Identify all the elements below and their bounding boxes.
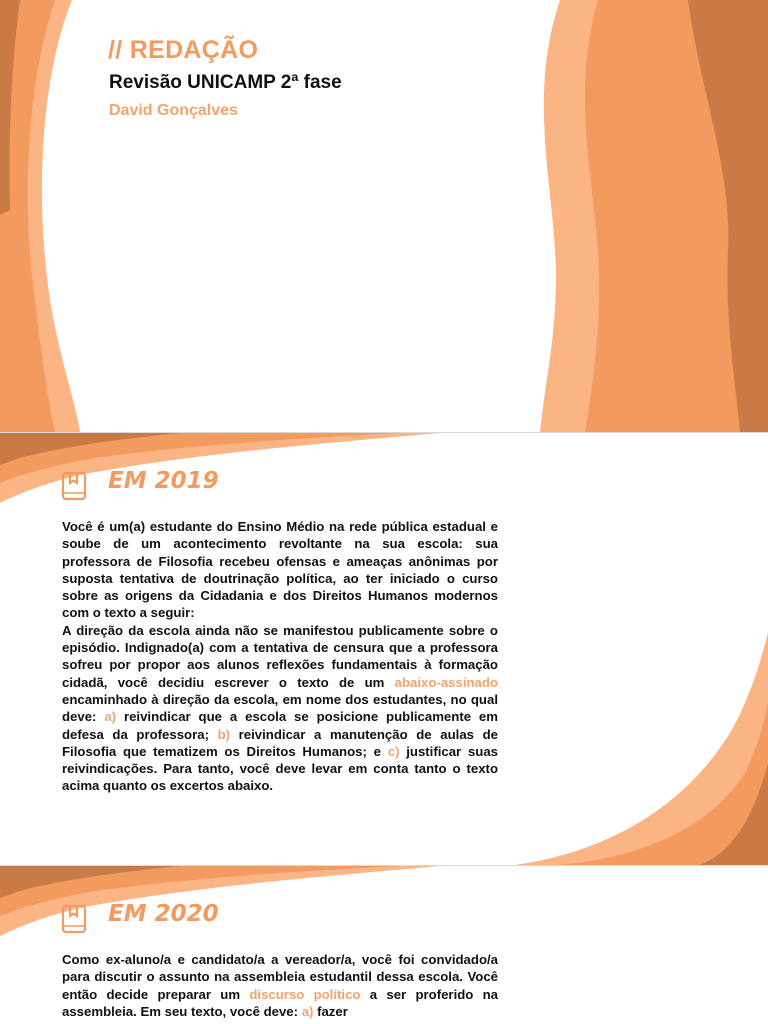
highlight-item-b: b) [217, 726, 231, 742]
text-run: reivindicar que a escola se posicione publicamente em defesa da professora; [62, 709, 498, 742]
cover-subtitle: Revisão UNICAMP 2ª fase [109, 72, 342, 93]
cover-slide [0, 0, 768, 432]
highlight-discurso-politico: discurso político [249, 986, 361, 1002]
paragraph-2 [62, 622, 498, 795]
text-run: reivindicar a manutenção de aulas de Filosofia que tematizem os Direitos Humanos; e [62, 726, 498, 759]
text-run: Como ex-aluno/a e candidato/a a vereador/a, você foi convidado/a para discutir o assunto na assembleia estudantil dessa escola. Você então decide preparar um [62, 952, 498, 1002]
text-run: justificar suas reivindicações. Para tanto, você deve levar em conta tanto o texto acima quanto os excertos abaixo. [62, 743, 498, 794]
highlight-item-a: a) [301, 1003, 314, 1019]
section-heading-2020: EM 2020 [108, 901, 219, 927]
text-run: fazer [313, 1003, 348, 1019]
cover-author: David Gonçalves [109, 102, 238, 119]
slide-2020 [0, 866, 768, 1024]
title-slashes: // [108, 36, 123, 64]
book-bookmark-icon [61, 471, 89, 501]
highlight-item-a: a) [104, 709, 117, 725]
paragraph-1 [62, 951, 498, 1020]
highlight-item-c: c) [387, 743, 400, 759]
section-heading-2019: EM 2019 [108, 468, 219, 494]
prompt-text-2019 [62, 518, 498, 795]
cover-title [108, 36, 258, 65]
text-run: A direção da escola ainda não se manifestou publicamente sobre o episódio. Indignado(a) com a tentativa de censura que a professora sofreu por propor aos alunos reflexões fundamentais à formação cidadã, você decidiu escrever o texto de um [62, 622, 498, 690]
paragraph-1: Você é um(a) estudante do Ensino Médio na rede pública estadual e soube de um acontecimento revoltante na sua escola: sua professora de Filosofia recebeu ofensas e ameaças anônimas por suposta tentativa de doutrinação política, ao ter iniciado o curso sobre as origens da Cidadania e dos Direitos Humanos modernos com o texto a seguir: [62, 519, 498, 621]
text-run: a ser proferido na assembleia. Em seu texto, você deve: [62, 986, 499, 1019]
slide-2019 [0, 433, 768, 865]
book-bookmark-icon [61, 904, 89, 934]
highlight-abaixo-assinado: abaixo-assinado [394, 674, 498, 690]
text-run: encaminhado à direção da escola, em nome dos estudantes, no qual deve: [62, 691, 498, 725]
prompt-text-2020 [62, 951, 498, 1020]
title-text: REDAÇÃO [129, 36, 259, 64]
